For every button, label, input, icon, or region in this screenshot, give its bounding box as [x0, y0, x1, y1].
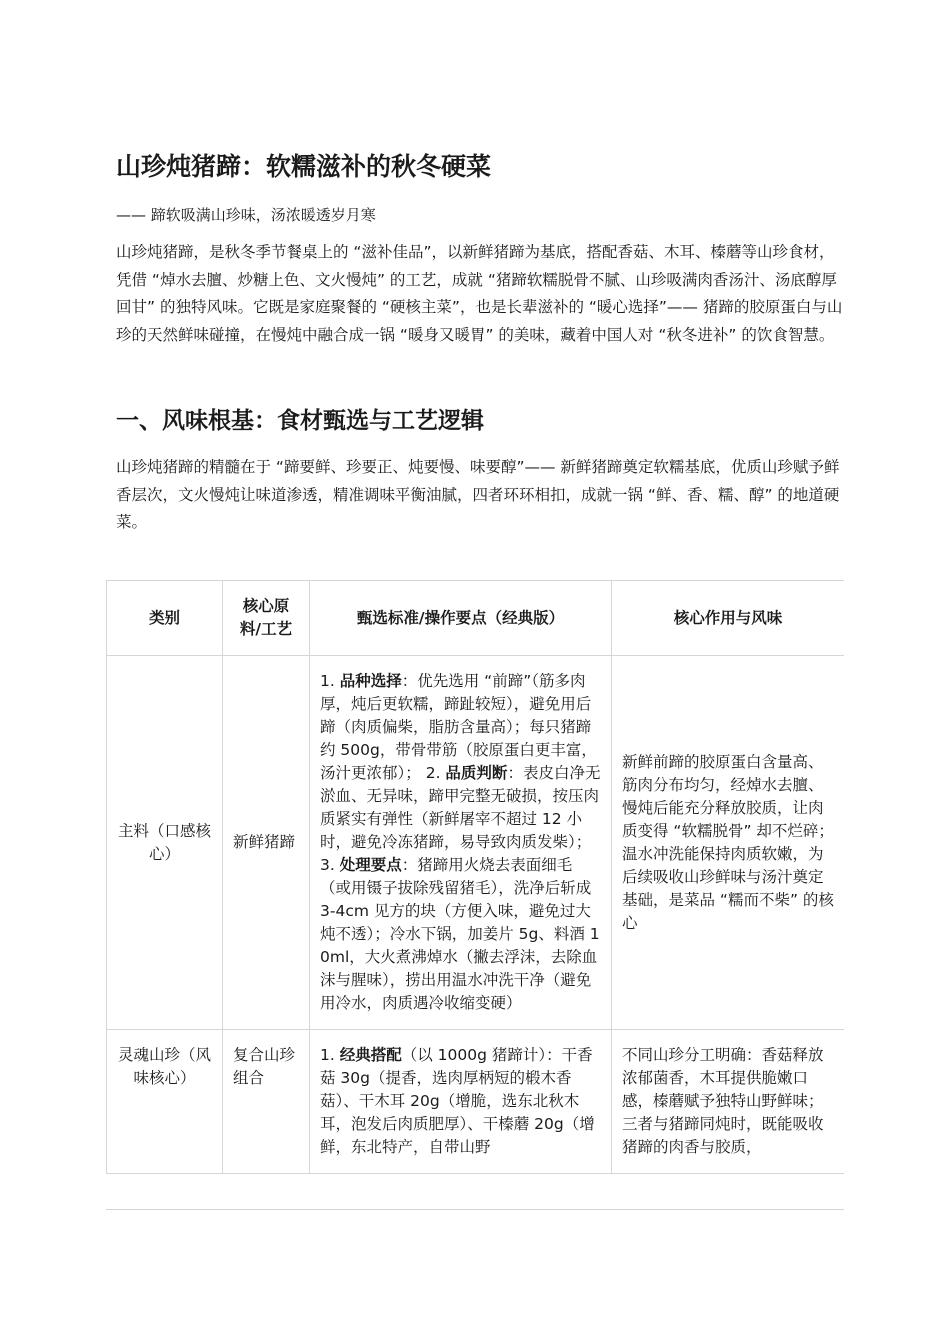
- cell-category: 灵魂山珍（风味核心）: [107, 1030, 223, 1174]
- cell-category: 主料（口感核心）: [107, 656, 223, 1030]
- intro-paragraph: 山珍炖猪蹄，是秋冬季节餐桌上的 “滋补佳品”，以新鲜猪蹄为基底，搭配香菇、木耳、榛蘑等山珍食材，凭借 “焯水去膻、炒糖上色、文火慢炖” 的工艺，成就 “猪蹄软糯脱骨不腻、山珍吸满肉香汤汁、汤底醇厚回甘” 的独特风味。它既是家庭聚餐的 “硬核主菜”，也是长辈滋补的 “暖心选择”—— 猪蹄的胶原蛋白与山珍的天然鲜味碰撞，在慢炖中融合成一锅 “暖身又暖胃” 的美味，藏着中国人对 “秋冬进补” 的饮食智慧。: [116, 243, 843, 344]
- section-paragraph: 山珍炖猪蹄的精髓在于 “蹄要鲜、珍要正、炖要慢、味要醇”—— 新鲜猪蹄奠定软糯基底，优质山珍赋予鲜香层次，文火慢炖让味道渗透，精准调味平衡油腻，四者环环相扣，成就一锅 “鲜、香、糯、醇” 的地道硬菜。: [116, 458, 840, 531]
- cell-material: 复合山珍组合: [223, 1030, 310, 1174]
- cell-material: 新鲜猪蹄: [223, 656, 310, 1030]
- step-number: 2.: [425, 764, 446, 782]
- step-label: 经典搭配: [339, 1046, 402, 1064]
- cell-standard: [310, 1030, 612, 1174]
- cell-standard: [310, 656, 612, 1030]
- header-standard: 甄选标准/操作要点（经典版）: [310, 581, 612, 656]
- header-category: 类别: [107, 581, 223, 656]
- table-row: [107, 1030, 845, 1174]
- document-subtitle: —— 蹄软吸满山珍味，汤浓暖透岁月寒: [116, 206, 376, 224]
- header-material: 核心原料/工艺: [223, 581, 310, 656]
- section-heading: 一、风味根基：食材甄选与工艺逻辑: [116, 408, 484, 434]
- header-effect: 核心作用与风味: [612, 581, 845, 656]
- document-title: 山珍炖猪蹄：软糯滋补的秋冬硬菜: [116, 152, 492, 181]
- cell-effect: 新鲜前蹄的胶原蛋白含量高、筋肉分布均匀，经焯水去膻、慢炖后能充分释放胶质，让肉质变得 “软糯脱骨” 却不烂碎；温水冲洗能保持肉质软嫩，为后续吸收山珍鲜味与汤汁奠定基础，是菜品 “糯而不柴” 的核心: [612, 656, 845, 1030]
- ingredient-table: [106, 580, 844, 1210]
- step-label: 品种选择: [339, 672, 402, 690]
- step-text: ：猪蹄用火烧去表面细毛（或用镊子拔除残留猪毛），洗净后斩成 3-4cm 见方的块（方便入味，避免过大炖不透）；冷水下锅，加姜片 5g、料酒 10ml，大火煮沸焯水（撇去浮沫，去除血沫与腥味），捞出用温水冲洗干净（避免用冷水，肉质遇冷收缩变硬）: [320, 856, 600, 1012]
- step-label: 品质判断: [445, 764, 508, 782]
- step-text: ：表皮白净无淤血、无异味，蹄甲完整无破损，按压肉质紧实有弹性（新鲜屠宰不超过 12 小时，避免冷冻猪蹄，易导致肉质发柴）；: [320, 764, 601, 851]
- step-number: 1.: [320, 1046, 340, 1064]
- step-text: （以 1000g 猪蹄计）：干香菇 30g（提香，选肉厚柄短的椴木香菇）、干木耳 20g（增脆，选东北秋木耳，泡发后肉质肥厚）、干榛蘑 20g（增鲜，东北特产，自带山野: [320, 1046, 595, 1156]
- step-number: 3.: [320, 856, 340, 874]
- step-text: ：优先选用 “前蹄”（筋多肉厚，炖后更软糯，蹄趾较短），避免用后蹄（肉质偏柴，脂肪含量高）；每只猪蹄约 500g，带骨带筋（胶原蛋白更丰富，汤汁更浓郁）；: [320, 672, 597, 782]
- table-header-row: [107, 581, 845, 656]
- step-number: 1.: [320, 672, 340, 690]
- table-row: [107, 656, 845, 1030]
- step-label: 处理要点: [339, 856, 402, 874]
- cell-effect: 不同山珍分工明确：香菇释放浓郁菌香，木耳提供脆嫩口感，榛蘑赋予独特山野鲜味；三者与猪蹄同炖时，既能吸收猪蹄的肉香与胶质，: [612, 1030, 845, 1174]
